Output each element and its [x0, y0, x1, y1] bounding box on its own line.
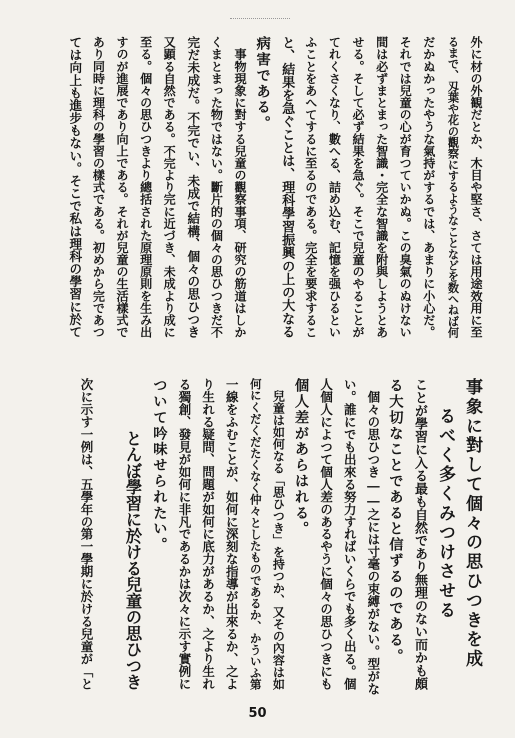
upper-text-column: すのが進展であり向上である。それが兒童の生活樣式で	[115, 36, 129, 338]
upper-text-column: だかぬかったやうな氣持がするでは、あまりに小心だ。	[421, 36, 436, 338]
upper-text-column: 至る。個々の思ひつきより總括された原理原則を生み出	[138, 36, 153, 338]
lower-text-column: 人個人によつて個人差のあるやうに個々の思ひつきにも	[318, 378, 334, 690]
upper-text-column: 外に材の外観だとか、木目や堅さ、さては用途效用に至	[469, 36, 483, 338]
section-heading-line-2: るべく多くみつけさせる	[435, 407, 455, 621]
lower-text-column: 何にくだくだたくなく仲々としたものであるか、かういふ第	[248, 378, 263, 690]
lower-tail-column: 次に示す一例は、五學年の第一學期に於ける兒童が「と	[79, 378, 94, 690]
lower-text-column: る獨創、發見が如何に非凡であるかは次々に示す實例に	[177, 378, 192, 690]
lower-text-column: 個人差があらはれる。	[293, 378, 309, 537]
upper-text-column: 完だ未成だ。不完でい、未成で結構、個々の思ひつき	[185, 36, 201, 338]
upper-text-column: と、結果を急ぐことは、理科學習振興の上の大なる	[279, 36, 295, 338]
lower-text-column: ことが學習に入る最も自然であり無理のない而かも頗	[412, 378, 427, 690]
section-heading-line-1: 事象に對して個々の思ひつきを成	[462, 378, 482, 669]
lower-text-column: い。誰にでも出來る努力すればいくらでも多く出る。個	[342, 378, 358, 690]
lower-text-column: 個々の思ひつき――之には寸毫の束縛がない。型がな	[365, 378, 381, 696]
upper-text-column: ては向上も進步もない。そこで私は理科の學習に於て	[67, 36, 83, 338]
upper-text-column: くまとまった物ではない。斷片的の個々の思ひつきだ不	[209, 36, 224, 338]
section-heading-tonbo: とんぼ學習に於ける兒童の思ひつき	[123, 430, 142, 690]
upper-text-column: 又顕る自然である。不完より完に近づき、未成より成に	[162, 36, 177, 338]
lower-text-column: り生れる疑問、問題が如何に底力があるか、之より生れ	[200, 378, 216, 690]
lower-text-column: る大切なことであると信ずるのである。	[387, 378, 404, 665]
upper-text-column: 病害である。	[254, 36, 271, 132]
lower-text-column: 一線をふむことが、如何に深刻な指導が出來るか、之よ	[224, 378, 240, 690]
upper-text-column: てれくさくなり、數へる、詰め込む、記憶を强ひるとい	[327, 36, 342, 338]
upper-text-column: 間は必ずまとまった智識・完全な智識を附與しようとあ	[374, 36, 389, 338]
lower-text-column: 兒童は如何なる「思ひつき」を持つか、又その內容は如	[271, 378, 286, 690]
top-dotted-rule	[230, 18, 290, 21]
upper-text-column: それでは兒童の心が育つていかぬ。この臭氣のぬけない	[398, 36, 413, 338]
page-number: 50	[248, 706, 267, 721]
upper-text-column: るまで、刄葉や花の觀察にするようなことなどを数へねば何	[446, 36, 460, 338]
upper-text-column: あり同時に理科の學習の樣式である。初めから完であつ	[91, 36, 106, 338]
upper-text-column: せる。そして必ず結果を急ぐ。そこで兒童のやることが	[351, 36, 365, 338]
lower-text-column: ついて吟味せられたい。	[151, 378, 168, 553]
upper-text-column: ふことをあへてするに至るのである。完全を要求するこ	[303, 36, 318, 338]
upper-text-column: 事物現象に對する兒童の觀察事項、研究の筋道はしか	[233, 36, 247, 338]
